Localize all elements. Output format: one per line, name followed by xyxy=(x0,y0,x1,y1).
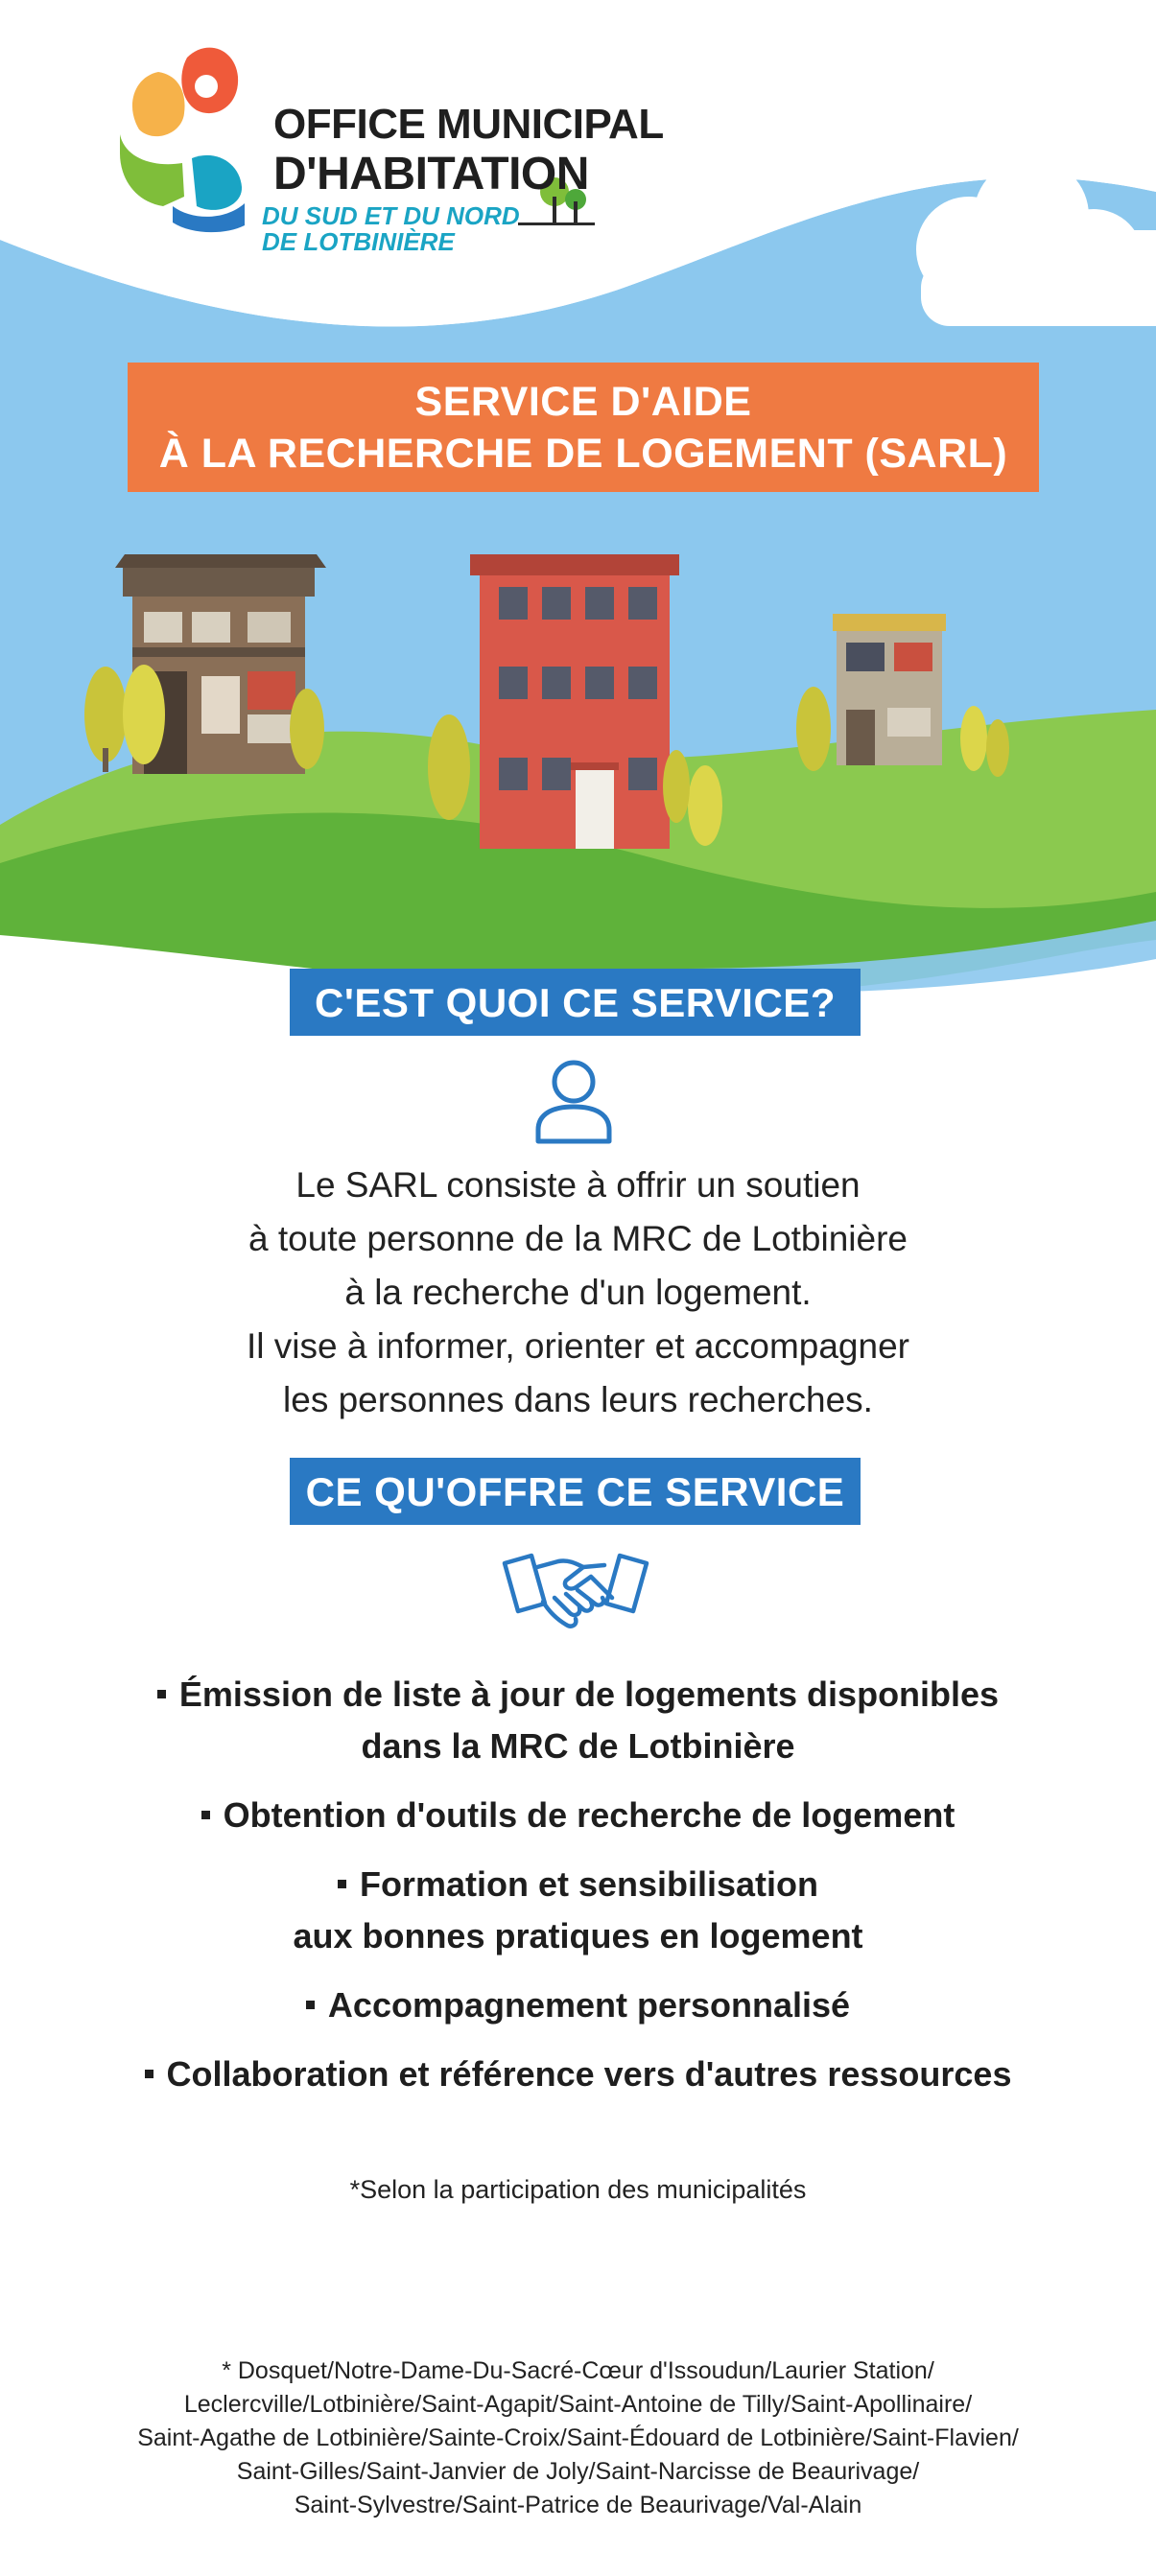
offer-list xyxy=(58,1669,1098,2118)
bullet-marker xyxy=(338,1880,346,1888)
intro-paragraph xyxy=(115,1159,1041,1427)
title-banner xyxy=(128,363,1039,492)
house-right xyxy=(833,614,946,765)
participation-note: *Selon la participation des municipalités xyxy=(349,2175,807,2204)
footer-line: Saint-Agathe de Lotbinière/Sainte-Croix/Saint-Édouard de Lotbinière/Saint-Flavien/ xyxy=(137,2424,1019,2451)
list-item: Collaboration et référence vers d'autres ressources xyxy=(58,2049,1098,2100)
logo-line-2: D'HABITATION xyxy=(273,149,589,199)
logo-line-1: OFFICE MUNICIPAL xyxy=(273,101,664,148)
intro-line: à la recherche d'un logement. xyxy=(344,1273,812,1312)
logo-line-4: DE LOTBINIÈRE xyxy=(262,227,455,257)
logo-line-3: DU SUD ET DU NORD xyxy=(262,201,520,230)
section-heading-offer: CE QU'OFFRE CE SERVICE xyxy=(290,1458,861,1525)
person-icon xyxy=(531,1053,617,1154)
intro-line: Le SARL consiste à offrir un soutien xyxy=(295,1165,861,1205)
bullet-marker xyxy=(157,1690,166,1698)
list-item: Émission de liste à jour de logements disponibles dans la MRC de Lotbinière xyxy=(58,1669,1098,1772)
footer-line: Saint-Sylvestre/Saint-Patrice de Beaurivage/Val-Alain xyxy=(294,2492,862,2518)
footer-line: Leclercville/Lotbinière/Saint-Agapit/Saint-Antoine de Tilly/Saint-Apollinaire/ xyxy=(183,2391,973,2418)
bullet-marker xyxy=(145,2070,153,2078)
bullet-marker xyxy=(201,1811,210,1819)
logo-text xyxy=(262,101,664,257)
banner-line-2: À LA RECHERCHE DE LOGEMENT (SARL) xyxy=(158,431,1008,477)
intro-line: Il vise à informer, orienter et accompagner xyxy=(247,1326,909,1366)
section-heading-what: C'EST QUOI CE SERVICE? xyxy=(290,969,861,1036)
building-middle xyxy=(470,554,679,849)
list-item: Obtention d'outils de recherche de logement xyxy=(58,1790,1098,1841)
bullet-marker xyxy=(306,2001,315,2009)
intro-line: les personnes dans leurs recherches. xyxy=(283,1380,873,1419)
intro-line: à toute personne de la MRC de Lotbinière xyxy=(248,1219,908,1258)
municipalities-list xyxy=(29,2354,1127,2522)
list-item: Formation et sensibilisation aux bonnes pratiques en logement xyxy=(293,1864,863,1955)
footer-line: Saint-Gilles/Saint-Janvier de Joly/Saint-Narcisse de Beaurivage/ xyxy=(236,2458,920,2485)
handshake-icon xyxy=(499,1544,652,1645)
footer-line: * Dosquet/Notre-Dame-Du-Sacré-Cœur d'Issoudun/Laurier Station/ xyxy=(222,2357,934,2384)
banner-line-1: SERVICE D'AIDE xyxy=(414,379,752,425)
list-item: Accompagnement personnalisé xyxy=(58,1979,1098,2031)
